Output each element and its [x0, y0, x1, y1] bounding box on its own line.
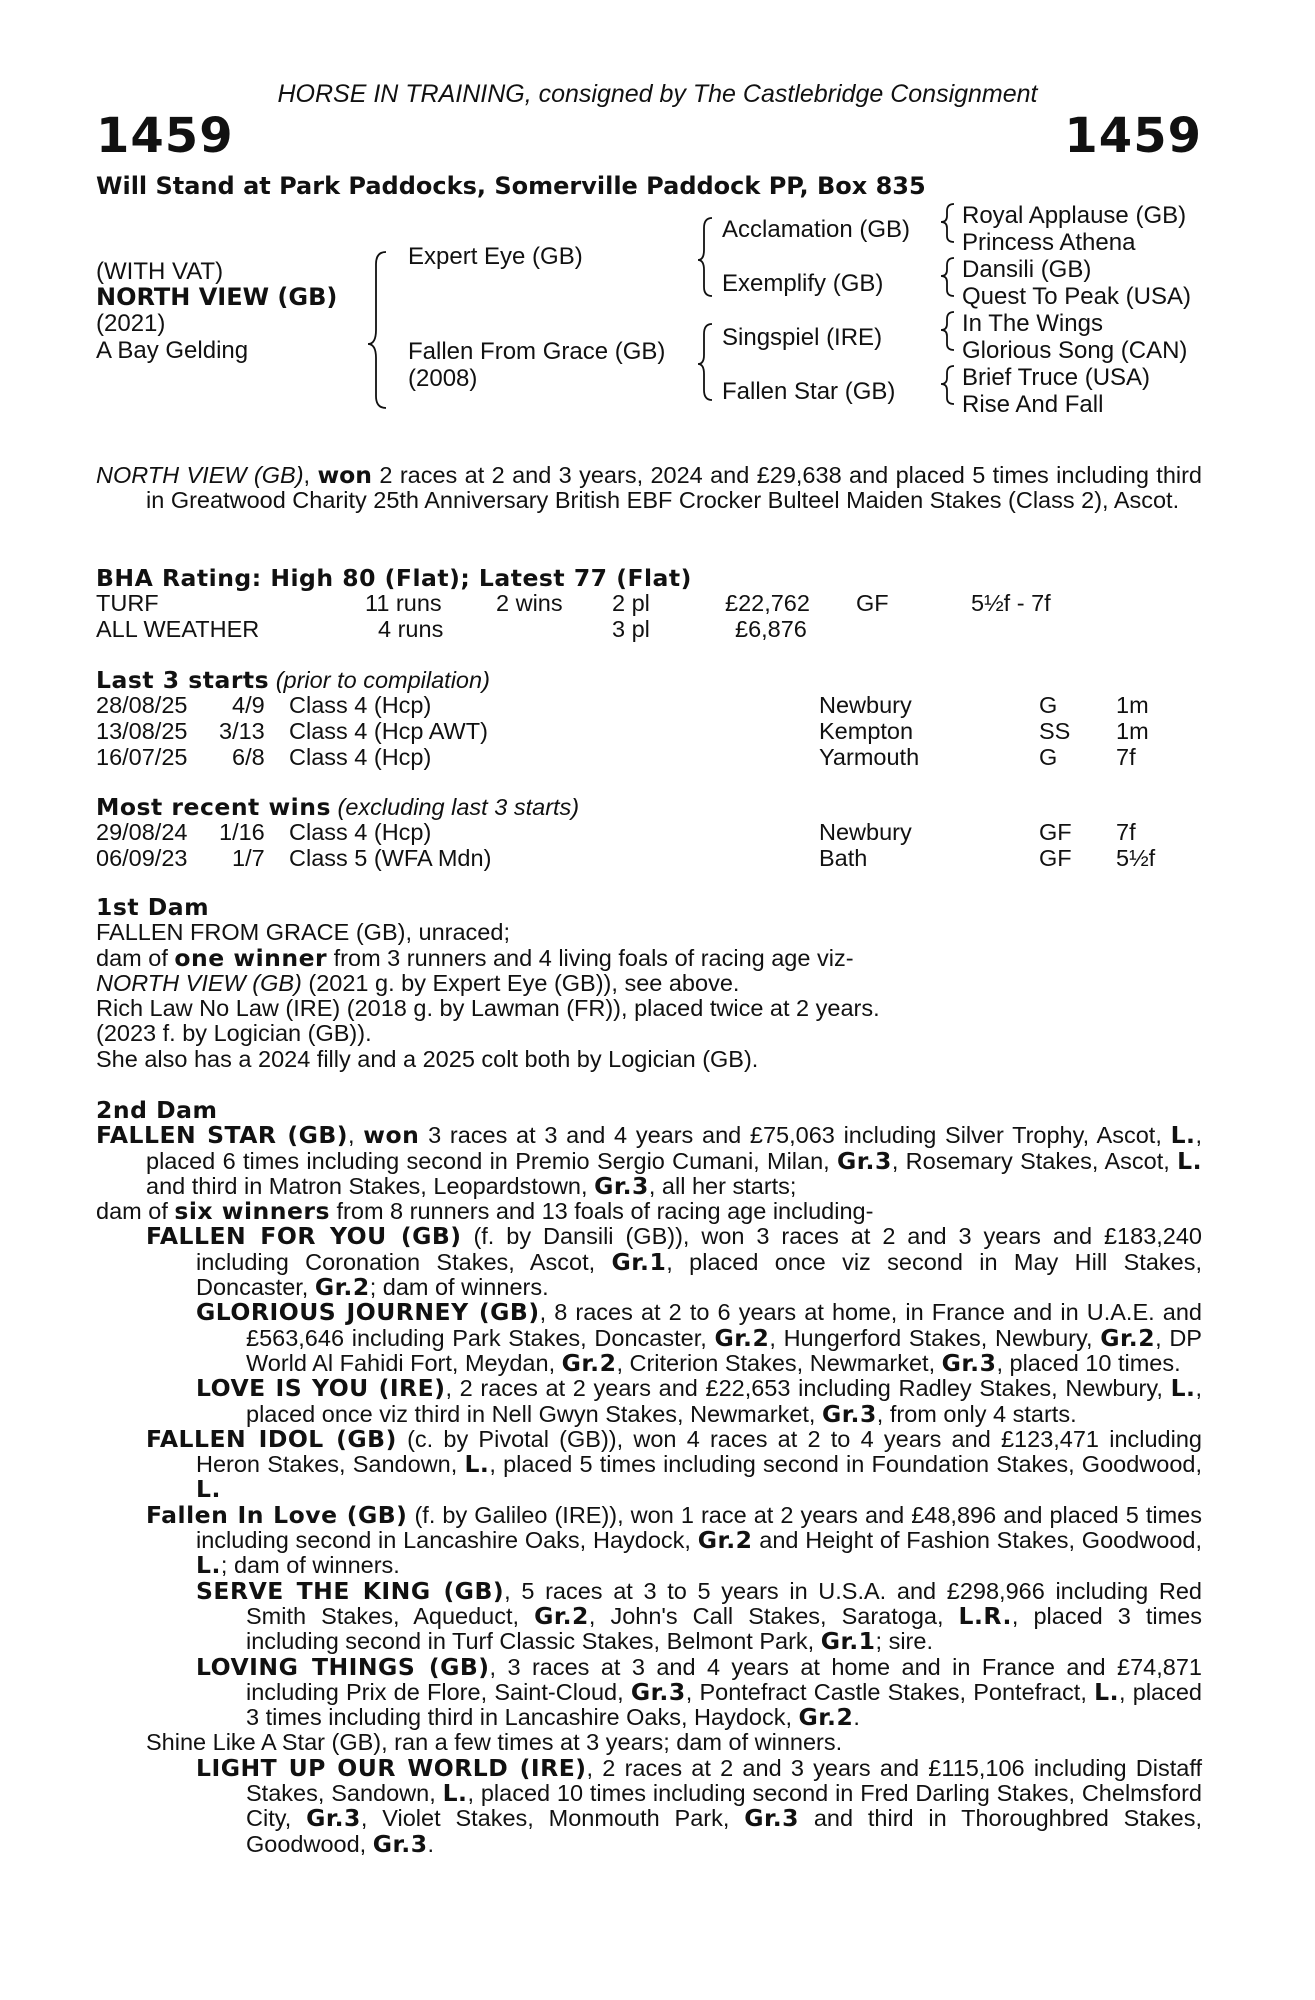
- winners-count: one winner: [174, 943, 328, 972]
- start-distance: 1m: [1116, 692, 1149, 718]
- produce-entry: [96, 971, 1202, 996]
- start-race: Class 4 (Hcp): [289, 692, 432, 718]
- win-date: 06/09/23: [96, 845, 188, 871]
- text-run: .: [427, 1830, 435, 1857]
- text-run: (2021 g. by Expert Eye (GB)), see above.: [301, 969, 740, 996]
- start-date: 13/08/25: [96, 718, 188, 744]
- text-run: dam of: [96, 1198, 175, 1225]
- grade-label: Gr.2: [697, 1526, 753, 1555]
- text-run: dam of: [96, 944, 175, 971]
- grand-produce-entry: [96, 1300, 1202, 1376]
- rating-distance: 5½f - 7f: [971, 590, 1051, 616]
- produce-entry: [96, 1424, 1202, 1504]
- text-run: .: [853, 1704, 860, 1731]
- second-dam-name: FALLEN STAR (GB): [96, 1121, 349, 1150]
- great-grandparent-5: In The Wings: [962, 310, 1103, 337]
- granddam-dam: Fallen Star (GB): [722, 378, 896, 405]
- start-date: 28/08/25: [96, 692, 188, 718]
- grade-label: L.: [1170, 1374, 1196, 1403]
- grade-label: Gr.2: [1100, 1323, 1156, 1352]
- grandsire-dam: Singspiel (IRE): [722, 324, 883, 351]
- produce-name: FALLEN FOR YOU (GB): [146, 1222, 462, 1251]
- text-run: , placed 10 times.: [996, 1349, 1181, 1376]
- last-starts-heading: [96, 666, 490, 694]
- great-grandparent-6: Glorious Song (CAN): [962, 337, 1188, 364]
- recent-wins-heading: [96, 793, 579, 821]
- lot-number-right: 1459: [1064, 108, 1202, 164]
- text-run: (f. by Dansili (GB)), won 3 races at 2 and 3 years and £183,240 including Coronation Stakes, Ascot,: [196, 1223, 1202, 1275]
- text-run: and third in Thoroughbred Stakes, Goodwood,: [246, 1805, 1202, 1857]
- summary-won: won: [317, 461, 373, 489]
- first-dam-title: 1st Dam: [96, 893, 210, 921]
- win-date: 29/08/24: [96, 819, 188, 845]
- great-grandparent-8: Rise And Fall: [962, 391, 1104, 418]
- grade-label: Gr.2: [314, 1273, 370, 1302]
- grade-label: Gr.2: [714, 1323, 770, 1352]
- recent-wins-title: Most recent wins: [96, 793, 331, 821]
- text-run: , placed 5 times including second in Foundation Stakes, Goodwood,: [489, 1451, 1202, 1478]
- text-run: , placed 3 times including third in Lancashire Oaks, Haydock,: [246, 1678, 1203, 1731]
- win-distance: 5½f: [1116, 845, 1156, 871]
- grade-label: Gr.3: [306, 1804, 361, 1833]
- text-run: and third in Matron Stakes, Leopardstown,: [146, 1172, 595, 1199]
- rating-prize: £22,762: [725, 590, 810, 616]
- rating-surface: TURF: [96, 590, 159, 616]
- grade-label: L.: [1177, 1146, 1202, 1175]
- text-run: , DP World Al Fahidi Fort, Meydan,: [246, 1324, 1202, 1376]
- text-run: , 5 races at 3 to 5 years in U.S.A. and £298,966 including Red Smith Stakes, Aqueduct,: [246, 1577, 1202, 1629]
- rating-placed: 3 pl: [612, 616, 650, 642]
- grade-label: Gr.3: [821, 1399, 877, 1428]
- text-run: from 3 runners and 4 living foals of racing age viz-: [327, 944, 854, 971]
- granddam-sire: Exemplify (GB): [722, 270, 884, 297]
- start-course: Newbury: [819, 692, 912, 718]
- grand-produce-entry: [96, 1753, 1202, 1858]
- text-run: , placed 3 times including second in Turf Classic Stakes, Belmont Park,: [246, 1602, 1202, 1655]
- text-run: , 2 races at 2 years and £22,653 including Radley Stakes, Newbury,: [445, 1375, 1171, 1402]
- great-grandparent-4: Quest To Peak (USA): [962, 283, 1191, 310]
- text-run: , Violet Stakes, Monmouth Park,: [360, 1805, 745, 1832]
- summary-text: 2 races at 2 and 3 years, 2024 and £29,638 and placed 5 times including third in Greatwood Charity 25th Anniversary British EBF Crocker Bulteel Maiden Stakes (Class 2), Ascot.: [146, 462, 1203, 514]
- start-course: Yarmouth: [819, 744, 920, 770]
- text-run: (f. by Galileo (IRE)), won 1 race at 2 years and £48,896 and placed 5 times including second in Lancashire Oaks, Haydock,: [196, 1501, 1203, 1554]
- first-dam-line: FALLEN FROM GRACE (GB), unraced;: [96, 919, 510, 946]
- last-starts-title: Last 3 starts: [96, 666, 270, 694]
- produce-name: GLORIOUS JOURNEY (GB): [196, 1298, 540, 1327]
- dam-name: Fallen From Grace (GB): [408, 338, 666, 365]
- recent-wins-note: (excluding last 3 starts): [337, 794, 580, 820]
- produce-name: NORTH VIEW (GB): [96, 969, 302, 996]
- text-run: from 8 runners and 13 foals of racing age including-: [330, 1198, 874, 1225]
- produce-entry: (2023 f. by Logician (GB)).: [96, 1020, 372, 1047]
- produce-name: LOVE IS YOU (IRE): [196, 1374, 446, 1403]
- text-run: , placed 10 times including second in Fred Darling Stakes, Chelmsford City,: [246, 1780, 1202, 1832]
- stand-location: Will Stand at Park Paddocks, Somerville Paddock PP, Box 835: [96, 172, 926, 200]
- grade-label: Gr.3: [744, 1804, 800, 1833]
- grade-label: L.R.: [958, 1601, 1012, 1630]
- text-run: , Criterion Stakes, Newmarket,: [616, 1349, 942, 1376]
- horse-description: A Bay Gelding: [96, 337, 249, 364]
- bha-rating-title: BHA Rating: High 80 (Flat); Latest 77 (Flat): [96, 564, 692, 592]
- grand-produce-entry: [96, 1652, 1203, 1732]
- horse-year: (2021): [96, 310, 166, 337]
- text-run: , 8 races at 2 to 6 years at home, in France and in U.A.E. and £563,646 including Park Stakes, Doncaster,: [246, 1299, 1202, 1351]
- grade-label: L.: [1094, 1677, 1119, 1706]
- win-going: GF: [1039, 819, 1072, 845]
- rating-prize: £6,876: [735, 616, 807, 642]
- text-run: (c. by Pivotal (GB)), won 4 races at 2 to 4 years and £123,471 including Heron Stakes, Sandown,: [196, 1425, 1202, 1478]
- grade-label: L.: [196, 1475, 221, 1504]
- grade-label: L.: [442, 1779, 468, 1808]
- text-run: , from only 4 starts.: [876, 1400, 1077, 1427]
- rating-row-turf: [96, 590, 1202, 616]
- last-start-row: [96, 744, 1202, 770]
- first-dam-produce-summary: [96, 943, 1202, 972]
- lot-number-left: 1459: [96, 108, 234, 164]
- text-run: , placed 6 times including second in Premio Sergio Cumani, Milan,: [146, 1122, 1202, 1174]
- text-run: , 2 races at 2 and 3 years and £115,106 including Distaff Stakes, Sandown,: [246, 1754, 1202, 1807]
- text-run: and Height of Fashion Stakes, Goodwood,: [752, 1527, 1202, 1554]
- win-position: 1/16: [219, 819, 265, 845]
- summary-horse-name: NORTH VIEW (GB): [96, 462, 304, 488]
- grade-label: L.: [196, 1551, 221, 1580]
- rating-runs: 11 runs: [365, 590, 442, 616]
- start-position: 4/9: [232, 692, 265, 718]
- start-going: SS: [1039, 718, 1071, 744]
- start-going: G: [1039, 744, 1058, 770]
- start-position: 3/13: [219, 718, 265, 744]
- win-race: Class 4 (Hcp): [289, 819, 432, 845]
- grandsire-sire: Acclamation (GB): [722, 216, 911, 243]
- won-label: won: [363, 1121, 420, 1150]
- rating-surface: ALL WEATHER: [96, 616, 260, 642]
- second-dam-record: FALLEN STAR (GB), won 3 races at 3 and 4 years and £75,063 including Silver Trophy, Ascot, L., placed 6 times including second in Premio Sergio Cumani, Milan, Gr.3, Rosemary Stakes, Ascot, L. and third in Matron Stakes, Leopardstown, Gr.3, all her starts;: [96, 1121, 1202, 1200]
- recent-win-row: [96, 845, 1202, 871]
- grade-label: Gr.3: [594, 1171, 649, 1200]
- first-dam-note: She also has a 2024 filly and a 2025 colt both by Logician (GB).: [96, 1045, 759, 1072]
- win-position: 1/7: [232, 845, 265, 871]
- produce-name: SERVE THE KING (GB): [196, 1576, 505, 1605]
- start-date: 16/07/25: [96, 744, 188, 770]
- text-run: , Hungerford Stakes, Newbury,: [769, 1324, 1101, 1351]
- produce-entry: [96, 1224, 1202, 1300]
- rating-runs: 4 runs: [378, 616, 444, 642]
- start-distance: 1m: [1116, 718, 1149, 744]
- start-position: 6/8: [232, 744, 265, 770]
- grade-label: L.: [1170, 1121, 1196, 1150]
- second-dam-title: 2nd Dam: [96, 1096, 218, 1124]
- text-run: , John's Call Stakes, Saratoga,: [588, 1602, 959, 1629]
- grade-label: Gr.2: [561, 1348, 617, 1377]
- produce-entry: [96, 1500, 1203, 1580]
- start-distance: 7f: [1116, 744, 1136, 770]
- winners-count: six winners: [174, 1197, 330, 1226]
- grand-produce-entry: [96, 1376, 1202, 1427]
- text-run: , Pontefract Castle Stakes, Pontefract,: [685, 1678, 1095, 1705]
- rating-row-all-weather: [96, 616, 1202, 642]
- win-going: GF: [1039, 845, 1072, 871]
- win-race: Class 5 (WFA Mdn): [289, 845, 492, 871]
- vat-note: (WITH VAT): [96, 258, 224, 285]
- text-run: , all her starts;: [648, 1172, 797, 1199]
- grade-label: Gr.2: [798, 1703, 854, 1732]
- grade-label: Gr.3: [837, 1146, 892, 1175]
- produce-entry: Shine Like A Star (GB), ran a few times at 3 years; dam of winners.: [146, 1729, 843, 1756]
- grade-label: Gr.3: [630, 1677, 686, 1706]
- race-summary: NORTH VIEW (GB), won 2 races at 2 and 3 years, 2024 and £29,638 and placed 5 times including third in Greatwood Charity 25th Anniversary British EBF Crocker Bulteel Maiden Stakes (Class 2), Ascot.: [96, 461, 1203, 514]
- last-start-row: [96, 692, 1202, 718]
- start-race: Class 4 (Hcp AWT): [289, 718, 488, 744]
- text-run: , 3 races at 3 and 4 years at home and in France and £74,871 including Prix de Flore, Saint-Cloud,: [246, 1653, 1202, 1705]
- rating-wins: 2 wins: [496, 590, 563, 616]
- text-run: , Rosemary Stakes, Ascot,: [891, 1147, 1178, 1174]
- text-run: ; dam of winners.: [220, 1552, 400, 1579]
- grade-label: Gr.3: [372, 1829, 428, 1858]
- grade-label: Gr.3: [941, 1348, 997, 1377]
- rating-going: GF: [856, 590, 889, 616]
- horse-name: NORTH VIEW (GB): [96, 283, 338, 311]
- text-run: , placed once viz third in Nell Gwyn Stakes, Newmarket,: [246, 1375, 1202, 1427]
- dam-year: (2008): [408, 365, 478, 392]
- text-run: 3 races at 3 and 4 years and £75,063 including Silver Trophy, Ascot,: [419, 1122, 1171, 1149]
- text-run: , placed once viz second in May Hill Stakes, Doncaster,: [196, 1248, 1202, 1301]
- last-starts-note: (prior to compilation): [275, 667, 490, 693]
- grand-produce-entry: [96, 1576, 1202, 1656]
- produce-name: Fallen In Love (GB): [146, 1500, 408, 1529]
- second-dam-produce-summary: [96, 1199, 1202, 1224]
- win-distance: 7f: [1116, 819, 1136, 845]
- text-run: ; dam of winners.: [369, 1274, 549, 1301]
- produce-name: LIGHT UP OUR WORLD (IRE): [196, 1753, 587, 1782]
- grade-label: Gr.2: [534, 1601, 589, 1630]
- great-grandparent-7: Brief Truce (USA): [962, 364, 1151, 391]
- great-grandparent-2: Princess Athena: [962, 229, 1136, 256]
- text-run: ; sire.: [875, 1628, 933, 1655]
- grade-label: Gr.1: [820, 1627, 876, 1656]
- great-grandparent-3: Dansili (GB): [962, 256, 1092, 283]
- recent-win-row: [96, 819, 1202, 845]
- grade-label: Gr.1: [611, 1247, 667, 1276]
- rating-placed: 2 pl: [612, 590, 650, 616]
- produce-entry: Rich Law No Law (IRE) (2018 g. by Lawman (FR)), placed twice at 2 years.: [96, 995, 880, 1022]
- second-dam-section: [96, 1098, 1202, 1857]
- great-grandparent-1: Royal Applause (GB): [962, 202, 1187, 229]
- sire-name: Expert Eye (GB): [408, 243, 583, 270]
- start-course: Kempton: [819, 718, 914, 744]
- win-course: Newbury: [819, 819, 912, 845]
- start-race: Class 4 (Hcp): [289, 744, 432, 770]
- grade-label: L.: [464, 1450, 490, 1479]
- first-dam-section: [96, 895, 1202, 1072]
- last-start-row: [96, 718, 1202, 744]
- consignment-header: HORSE IN TRAINING, consigned by The Castlebridge Consignment: [277, 80, 1038, 108]
- win-course: Bath: [819, 845, 868, 871]
- produce-name: LOVING THINGS (GB): [196, 1652, 490, 1681]
- start-going: G: [1039, 692, 1058, 718]
- produce-name: FALLEN IDOL (GB): [146, 1424, 397, 1453]
